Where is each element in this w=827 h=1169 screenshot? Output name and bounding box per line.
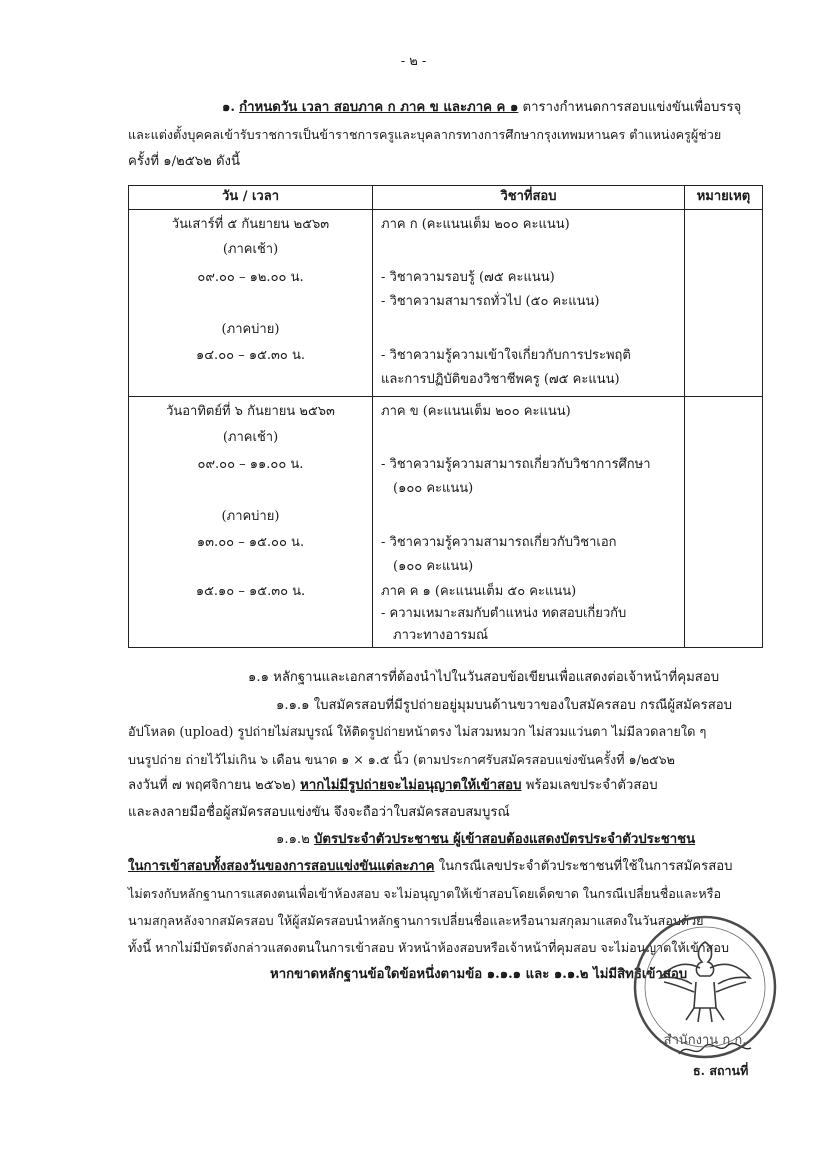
heading-number: ๑. bbox=[222, 100, 235, 115]
row1-subject-3b: และการปฏิบัติของวิชาชีพครู (๗๕ คะแนน) bbox=[381, 372, 620, 387]
section-1-1-2-line-4: นามสกุลหลังจากสมัครสอบ ให้ผู้สมัครสอบนำหลักฐานการเปลี่ยนชื่อและหรือนามสกุลมาแสดงในวันสอบด้วย bbox=[128, 913, 704, 928]
row2-subject-3b: ภาวะทางอารมณ์ bbox=[393, 628, 489, 643]
official-seal-stamp bbox=[630, 912, 780, 1062]
section-1-1-2-line-1 bbox=[276, 827, 695, 853]
section-1-1-1-line-2: อัปโหลด (upload) รูปถ่ายไม่สมบูรณ์ ให้ติดรูปถ่ายหน้าตรง ไม่สวมหมวก ไม่สวมแว่นตา ไม่มีลวดลายใด ๆ bbox=[128, 725, 707, 740]
row2-afternoon-time-2: ๑๕.๑๐ – ๑๕.๓๐ น. bbox=[195, 584, 306, 599]
section-1-1-1-line-5: และลงลายมือชื่อผู้สมัครสอบแข่งขัน จึงจะถือว่าใบสมัครสอบสมบูรณ์ bbox=[128, 805, 510, 820]
row1-afternoon-time: ๑๔.๐๐ – ๑๕.๓๐ น. bbox=[195, 348, 306, 363]
row1-part-a: ภาค ก (คะแนนเต็ม ๒๐๐ คะแนน) bbox=[381, 217, 570, 232]
stamp-text: สำนักงาน ก.ก. bbox=[663, 1033, 747, 1048]
exam-id-text: พร้อมเลขประจำตัวสอบ bbox=[525, 778, 658, 793]
row1-subject-1: - วิชาความรอบรู้ (๗๕ คะแนน) bbox=[381, 270, 555, 285]
row2-part-b: ภาค ข (คะแนนเต็ม ๒๐๐ คะแนน) bbox=[381, 404, 571, 419]
no-photo-warning: หากไม่มีรูปถ่ายจะไม่อนุญาตให้เข้าสอบ bbox=[300, 778, 522, 793]
row2-subject-2: - วิชาความรู้ความสามารถเกี่ยวกับวิชาเอก bbox=[381, 535, 617, 550]
row1-morning-time: ๐๙.๐๐ – ๑๒.๐๐ น. bbox=[197, 270, 304, 285]
section-1-1: ๑.๑ หลักฐานและเอกสารที่ต้องนำไปในวันสอบข้อเขียนเพื่อแสดงต่อเจ้าหน้าที่คุมสอบ bbox=[248, 670, 720, 685]
section-1-1-1-line-3: บนรูปถ่าย ถ่ายไว้ไม่เกิน ๖ เดือน ขนาด ๑ × ๑.๕ นิ้ว (ตามประกาศรับสมัครสอบแข่งขันครั้งที่ ๑/๒๕๖๒ bbox=[128, 752, 675, 767]
page-number: - ๒ - bbox=[400, 54, 427, 69]
row2-subject-1b: (๑๐๐ คะแนน) bbox=[393, 481, 474, 496]
table-row bbox=[129, 397, 763, 648]
both-days-requirement: ในการเข้าสอบทั้งสองวันของการสอบแข่งขันแต่ละภาค bbox=[128, 859, 435, 874]
row1-morning-label: (ภาคเช้า) bbox=[222, 242, 279, 257]
row2-afternoon-label: (ภาคบ่าย) bbox=[221, 509, 280, 524]
row2-morning-label: (ภาคเช้า) bbox=[222, 430, 279, 445]
signature-name: ธ. สถานที่ bbox=[693, 1063, 749, 1078]
row1-remarks-cell bbox=[685, 210, 763, 397]
row2-subject-2b: (๑๐๐ คะแนน) bbox=[393, 559, 474, 574]
id-mismatch-text: ในกรณีเลขประจำตัวประชาชนที่ใช้ในการสมัครสอบ bbox=[438, 859, 733, 874]
row2-part-c: ภาค ค ๑ (คะแนนเต็ม ๕๐ คะแนน) bbox=[381, 584, 577, 599]
heading-text-1: ตารางกำหนดการสอบแข่งขันเพื่อบรรจุ bbox=[522, 100, 742, 115]
announce-date: ลงวันที่ ๗ พฤศจิกายน ๒๕๖๒) bbox=[128, 778, 296, 793]
table-row bbox=[129, 210, 763, 397]
row2-date: วันอาทิตย์ที่ ๖ กันยายน ๒๕๖๓ bbox=[166, 404, 335, 419]
header-subject: วิชาที่สอบ bbox=[373, 186, 685, 210]
table-header-row bbox=[129, 186, 763, 210]
row1-subject-3: - วิชาความรู้ความเข้าใจเกี่ยวกับการประพฤติ bbox=[381, 348, 631, 363]
exam-schedule-table bbox=[128, 185, 763, 648]
section-1-1-1-line-1: ๑.๑.๑ ใบสมัครสอบที่มีรูปถ่ายอยู่มุมบนด้านขวาของใบสมัครสอบ กรณีผู้สมัครสอบ bbox=[276, 698, 733, 713]
heading-line-2: และแต่งตั้งบุคคลเข้ารับราชการเป็นข้าราชการครูและบุคลากรทางการศึกษากรุงเทพมหานคร ตำแหน่งครูผู้ช่วย bbox=[128, 127, 722, 142]
row1-subject-2: - วิชาความสามารถทั่วไป (๕๐ คะแนน) bbox=[381, 294, 600, 309]
id-card-requirement: บัตรประจำตัวประชาชน ผู้เข้าสอบต้องแสดงบัตรประจำตัวประชาชน bbox=[314, 832, 696, 847]
header-remarks: หมายเหตุ bbox=[685, 186, 763, 210]
row2-date-cell bbox=[129, 397, 372, 647]
row2-subject-3: - ความเหมาะสมกับตำแหน่ง ทดสอบเกี่ยวกับ bbox=[381, 606, 627, 621]
row2-subject-1: - วิชาความรู้ความสามารถเกี่ยวกับวิชาการศึกษา bbox=[381, 457, 651, 472]
row2-subject-cell bbox=[373, 397, 684, 647]
heading-line-3: ครั้งที่ ๑/๒๕๖๒ ดังนี้ bbox=[128, 154, 240, 169]
section-1-1-2-line-3: ไม่ตรงกับหลักฐานการแสดงตนเพื่อเข้าห้องสอบ จะไม่อนุญาตให้เข้าสอบโดยเด็ดขาด ในกรณีเปลี่ยนชื่อและหรือ bbox=[128, 886, 722, 901]
header-date-time: วัน / เวลา bbox=[129, 186, 373, 210]
heading-line-1 bbox=[222, 95, 741, 121]
row2-remarks-cell bbox=[685, 397, 763, 648]
row2-morning-time: ๐๙.๐๐ – ๑๑.๐๐ น. bbox=[197, 457, 304, 472]
row1-afternoon-label: (ภาคบ่าย) bbox=[221, 322, 280, 337]
section-1-1-1-line-4 bbox=[128, 773, 658, 799]
section-1-1-2-number: ๑.๑.๒ bbox=[276, 832, 310, 847]
row1-subject-cell bbox=[373, 210, 684, 396]
section-1-1-2-line-5: ทั้งนี้ หากไม่มีบัตรดังกล่าวแสดงตนในการเข้าสอบ หัวหน้าห้องสอบหรือเจ้าหน้าที่คุมสอบ จะไม่อนุญาตให้เข้าสอบ bbox=[128, 940, 729, 955]
heading-title: กำหนดวัน เวลา สอบภาค ก ภาค ข และภาค ค ๑ bbox=[239, 100, 519, 115]
row2-afternoon-time: ๑๓.๐๐ – ๑๕.๐๐ น. bbox=[196, 535, 305, 550]
row1-date: วันเสาร์ที่ ๕ กันยายน ๒๕๖๓ bbox=[171, 217, 330, 232]
section-1-1-2-line-2 bbox=[128, 854, 733, 880]
row1-date-cell bbox=[129, 210, 372, 396]
section-1-1-2-conclusion: หากขาดหลักฐานข้อใดข้อหนึ่งตามข้อ ๑.๑.๑ และ ๑.๑.๒ ไม่มีสิทธิเข้าสอบ bbox=[270, 967, 688, 982]
